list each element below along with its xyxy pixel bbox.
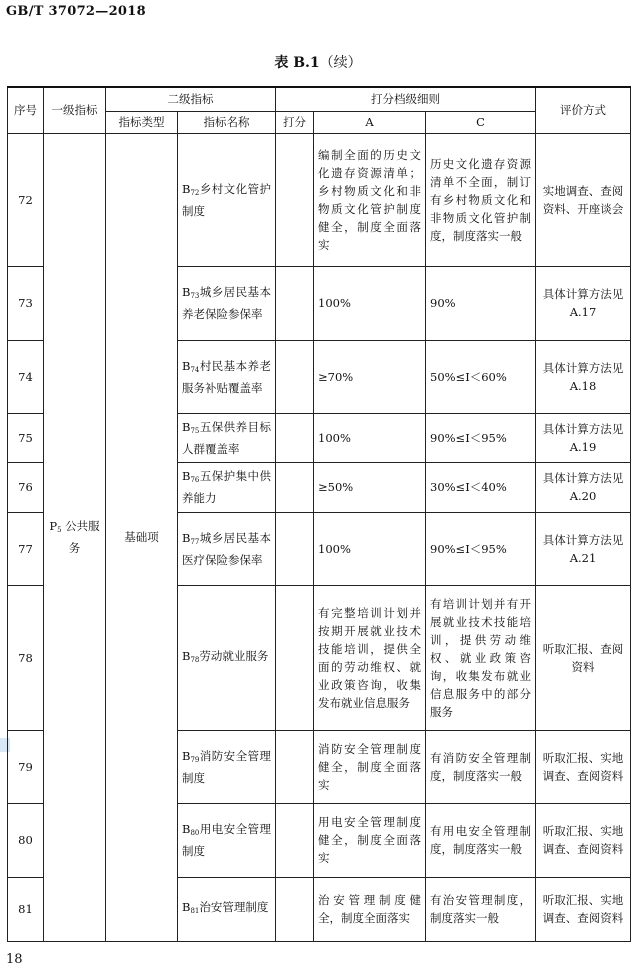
score-cell bbox=[276, 730, 314, 803]
seq-cell: 72 bbox=[8, 133, 44, 266]
a-cell: 100% bbox=[314, 512, 426, 585]
page-number: 18 bbox=[6, 952, 23, 967]
code-letter: B bbox=[182, 419, 191, 434]
code-sub: 73 bbox=[190, 292, 200, 300]
name-text: 治安管理制度 bbox=[199, 900, 269, 914]
method-cell: 具体计算方法见 A.21 bbox=[536, 512, 631, 585]
table-row bbox=[8, 133, 631, 266]
code-letter: B bbox=[182, 530, 191, 545]
name-cell bbox=[178, 803, 276, 877]
seq-cell: 80 bbox=[8, 803, 44, 877]
code-letter: B bbox=[182, 748, 191, 763]
type-cell: 基础项 bbox=[106, 133, 178, 941]
level1-cell bbox=[44, 133, 106, 941]
level1-text: 公共服务 bbox=[61, 519, 100, 555]
table-title bbox=[0, 52, 636, 72]
name-cell bbox=[178, 413, 276, 462]
code-sub: 80 bbox=[190, 829, 200, 837]
name-text: 五保供养目标人群覆盖率 bbox=[182, 419, 271, 456]
c-cell: 历史文化遗存资源清单不全面，制订有乡村物质文化和非物质文化管护制度，制度落实一般 bbox=[426, 133, 536, 266]
code-letter: B bbox=[182, 358, 191, 373]
c-cell: 50%≤I＜60% bbox=[426, 340, 536, 413]
col-a: A bbox=[314, 111, 426, 133]
seq-cell: 73 bbox=[8, 266, 44, 340]
score-cell bbox=[276, 512, 314, 585]
code-sub: 76 bbox=[190, 476, 200, 484]
col-seq: 序号 bbox=[8, 87, 44, 133]
c-cell: 有治安管理制度，制度落实一般 bbox=[426, 877, 536, 941]
c-cell: 90%≤I＜95% bbox=[426, 413, 536, 462]
code-letter: B bbox=[182, 648, 191, 663]
name-cell bbox=[178, 585, 276, 730]
col-level1: 一级指标 bbox=[44, 87, 106, 133]
name-text: 用电安全管理制度 bbox=[182, 822, 271, 858]
name-cell bbox=[178, 462, 276, 512]
score-cell bbox=[276, 413, 314, 462]
a-cell: 治安管理制度健全，制度全面落实 bbox=[314, 877, 426, 941]
name-text: 乡村文化管护制度 bbox=[182, 181, 271, 218]
score-cell bbox=[276, 340, 314, 413]
col-score: 打分 bbox=[276, 111, 314, 133]
method-cell: 具体计算方法见 A.19 bbox=[536, 413, 631, 462]
seq-cell: 79 bbox=[8, 730, 44, 803]
name-cell bbox=[178, 266, 276, 340]
c-cell: 有消防安全管理制度，制度落实一般 bbox=[426, 730, 536, 803]
c-cell: 90%≤I＜95% bbox=[426, 512, 536, 585]
method-cell: 具体计算方法见 A.17 bbox=[536, 266, 631, 340]
seq-cell: 76 bbox=[8, 462, 44, 512]
method-cell: 听取汇报、实地调查、查阅资料 bbox=[536, 730, 631, 803]
score-cell bbox=[276, 133, 314, 266]
level1-sub: 5 bbox=[57, 526, 62, 534]
c-cell: 30%≤I＜40% bbox=[426, 462, 536, 512]
name-cell bbox=[178, 877, 276, 941]
col-type: 指标类型 bbox=[106, 111, 178, 133]
c-cell: 90% bbox=[426, 266, 536, 340]
seq-cell: 78 bbox=[8, 585, 44, 730]
col-scoring: 打分档级细则 bbox=[276, 87, 536, 111]
c-cell: 有培训计划并有开展就业技术技能培训，提供劳动维权、就业政策咨询，收集发布就业信息服务中的部分服务 bbox=[426, 585, 536, 730]
a-cell: 消防安全管理制度健全，制度全面落实 bbox=[314, 730, 426, 803]
score-cell bbox=[276, 877, 314, 941]
a-cell: 100% bbox=[314, 413, 426, 462]
name-cell bbox=[178, 512, 276, 585]
code-sub: 74 bbox=[190, 365, 200, 374]
method-cell: 具体计算方法见 A.20 bbox=[536, 462, 631, 512]
a-cell: 有完整培训计划并按期开展就业技术技能培训，提供全面的劳动维权、就业政策咨询，收集发布就业信息服务 bbox=[314, 585, 426, 730]
name-cell bbox=[178, 133, 276, 266]
a-cell: ≥50% bbox=[314, 462, 426, 512]
code-sub: 81 bbox=[190, 907, 200, 915]
method-cell: 听取汇报、查阅资料 bbox=[536, 585, 631, 730]
method-cell: 听取汇报、实地调查、查阅资料 bbox=[536, 877, 631, 941]
a-cell: 用电安全管理制度健全，制度全面落实 bbox=[314, 803, 426, 877]
name-cell bbox=[178, 340, 276, 413]
table-title-continued: （续） bbox=[319, 55, 362, 71]
score-cell bbox=[276, 266, 314, 340]
a-cell: 100% bbox=[314, 266, 426, 340]
code-sub: 72 bbox=[190, 188, 200, 197]
code-letter: B bbox=[182, 181, 191, 196]
table-title-label: 表 B.1 bbox=[274, 55, 320, 71]
name-text: 城乡居民基本医疗保险参保率 bbox=[182, 530, 271, 567]
seq-cell: 77 bbox=[8, 512, 44, 585]
code-letter: B bbox=[182, 469, 191, 483]
code-letter: B bbox=[182, 900, 191, 914]
col-level2: 二级指标 bbox=[106, 87, 276, 111]
score-cell bbox=[276, 803, 314, 877]
seq-cell: 81 bbox=[8, 877, 44, 941]
seq-cell: 74 bbox=[8, 340, 44, 413]
code-sub: 78 bbox=[190, 655, 200, 664]
standard-number: GB/T 37072—2018 bbox=[6, 4, 146, 19]
name-cell bbox=[178, 730, 276, 803]
name-text: 城乡居民基本养老保险参保率 bbox=[182, 285, 271, 321]
level1-code: P bbox=[49, 519, 58, 533]
code-sub: 79 bbox=[190, 755, 200, 764]
col-c: C bbox=[426, 111, 536, 133]
method-cell: 具体计算方法见 A.18 bbox=[536, 340, 631, 413]
c-cell: 有用电安全管理制度，制度落实一般 bbox=[426, 803, 536, 877]
a-cell: ≥70% bbox=[314, 340, 426, 413]
method-cell: 听取汇报、实地调查、查阅资料 bbox=[536, 803, 631, 877]
score-cell bbox=[276, 462, 314, 512]
code-letter: B bbox=[182, 822, 191, 836]
seq-cell: 75 bbox=[8, 413, 44, 462]
indicator-table bbox=[7, 86, 631, 942]
code-sub: 75 bbox=[190, 426, 200, 435]
code-sub: 77 bbox=[190, 537, 200, 546]
name-text: 劳动就业服务 bbox=[199, 648, 269, 663]
name-text: 五保护集中供养能力 bbox=[182, 469, 271, 505]
name-text: 消防安全管理制度 bbox=[182, 748, 271, 785]
col-method: 评价方式 bbox=[536, 87, 631, 133]
name-text: 村民基本养老服务补贴覆盖率 bbox=[182, 358, 271, 395]
code-letter: B bbox=[182, 285, 191, 299]
method-cell: 实地调查、查阅资料、开座谈会 bbox=[536, 133, 631, 266]
a-cell: 编制全面的历史文化遗存资源清单；乡村物质文化和非物质文化管护制度健全，制度全面落实 bbox=[314, 133, 426, 266]
score-cell bbox=[276, 585, 314, 730]
col-name: 指标名称 bbox=[178, 111, 276, 133]
